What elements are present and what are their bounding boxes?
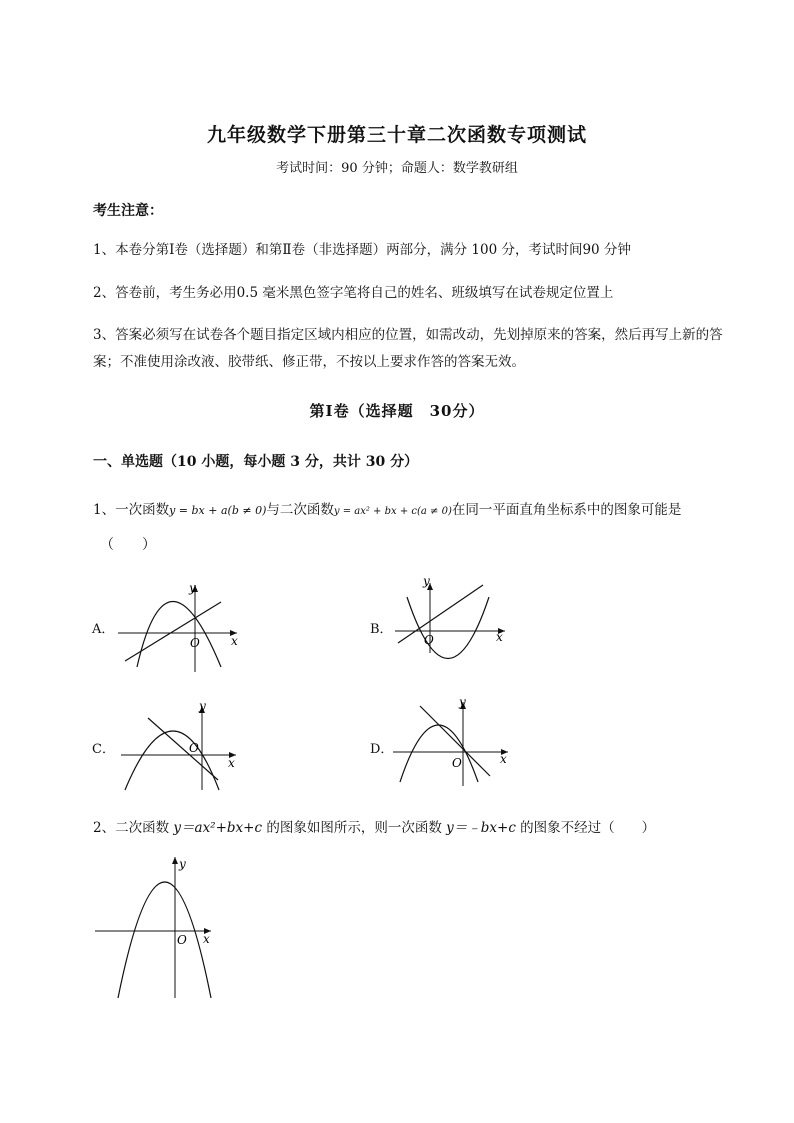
notice-item-3: 3、答案必须写在试卷各个题目指定区域内相应的位置，如需改动，先划掉原来的答案，然后再写上新的答案；不准使用涂改液、胶带纸、修正带，不按以上要求作答的答案无效。 [93,327,723,370]
part-title: 第Ⅰ卷（选择题 30分） [309,402,485,420]
axis-y-label: y [459,695,466,709]
option-a-label[interactable]: A． [92,622,115,637]
axis-x-label: x [496,630,503,644]
question-number: 1、 [93,502,116,518]
notice-heading: 考生注意： [93,203,163,219]
question-1 [93,498,681,518]
origin-label: O [189,741,199,755]
axis-y-label: y [189,581,196,595]
notice-item-1: 1、本卷分第Ⅰ卷（选择题）和第Ⅱ卷（非选择题）两部分，满分 100 分，考试时间90 分钟 [93,242,631,258]
origin-label: O [452,756,462,770]
origin-label: O [190,636,200,650]
question-text: 一次函数 [115,502,170,518]
notice-item-2: 2、答卷前，考生务必用0.5 毫米黑色签字笔将自己的姓名、班级填写在试卷规定位置上 [93,285,614,301]
question-text: 在同一平面直角坐标系中的图象可能是 [451,502,682,518]
axis-y-label: y [199,699,206,713]
formula: y = ax² + bx + c(a ≠ 0) [333,506,452,517]
formula: y＝﹣bx+c [446,820,516,836]
option-b-label[interactable]: B． [370,622,393,637]
exam-info: 考试时间：90 分钟；命题人：数学教研组 [276,161,518,176]
origin-label: O [424,633,434,647]
question-text: 的图象如图所示，则一次函数 [262,820,447,836]
graph-option-c [118,698,243,793]
option-c-label[interactable]: C． [92,742,115,757]
graph-option-d [390,694,515,789]
answer-paren: （ ） [100,537,156,553]
axis-y-label: y [179,857,186,871]
axis-x-label: x [231,634,238,648]
axis-y-label: y [423,574,430,588]
graph-question-2 [93,852,223,1000]
option-d-label[interactable]: D． [370,742,394,757]
question-number: 2、 [93,820,116,836]
formula: y = bx + a(b ≠ 0) [169,504,267,517]
axis-x-label: x [500,752,507,766]
question-text: 的图象不经过（ ） [515,820,656,836]
page-title: 九年级数学下册第三十章二次函数专项测试 [206,124,587,146]
question-text: 与二次函数 [266,502,334,518]
origin-label: O [177,933,187,947]
axis-x-label: x [228,756,235,770]
formula: y＝ax²+bx+c [173,820,263,836]
axis-x-label: x [203,932,210,946]
question-text: 二次函数 [115,820,174,836]
graph-option-b [393,573,523,668]
question-2 [93,816,655,836]
graph-option-a [115,575,245,675]
section-heading: 一、单选题（10 小题，每小题 3 分，共计 30 分） [93,454,419,470]
